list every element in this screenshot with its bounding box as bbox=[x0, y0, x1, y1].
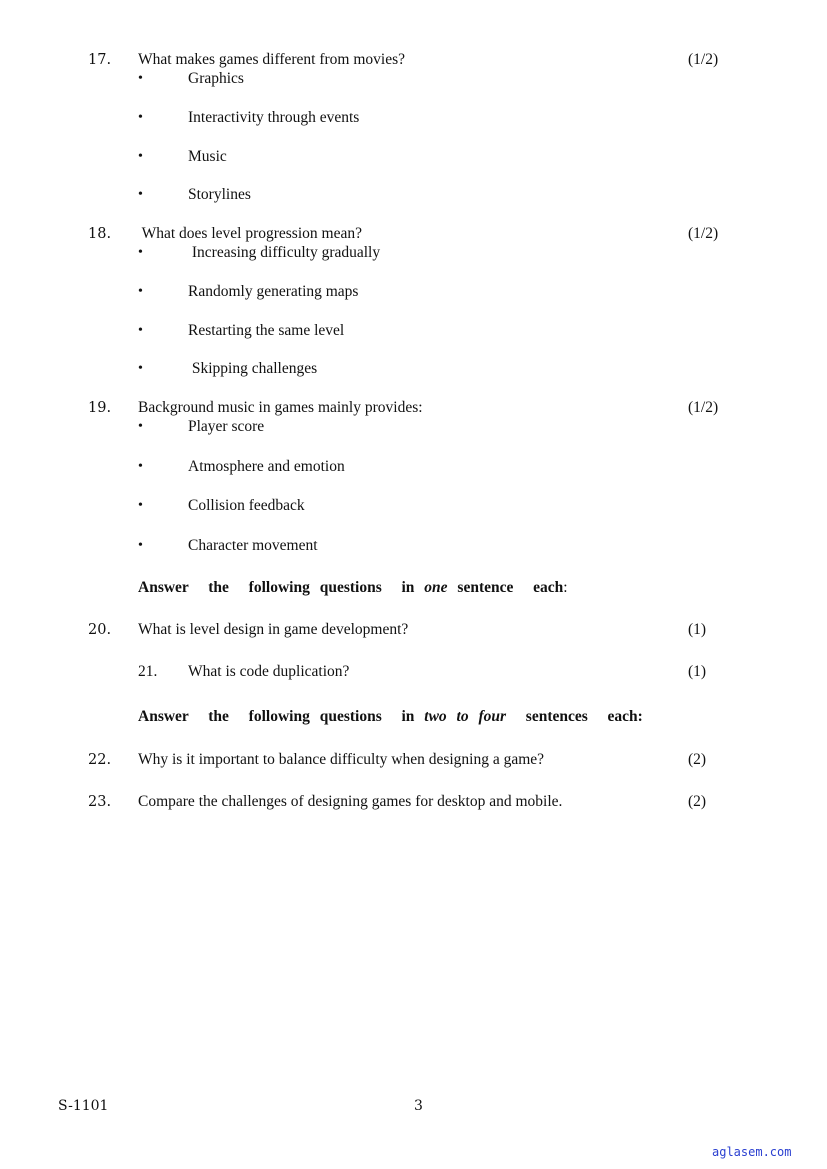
section-heading-prefix: Answer the following questions in bbox=[138, 579, 425, 596]
question-20-text: What is level design in game development? bbox=[138, 621, 409, 638]
question-19-number: 19. bbox=[88, 400, 112, 416]
question-21-number: 21. bbox=[138, 663, 158, 680]
question-23-text: Compare the challenges of designing games for desktop and mobile. bbox=[138, 793, 563, 810]
section-heading-two-to-four bbox=[138, 708, 643, 726]
bullet-icon: • bbox=[138, 110, 143, 125]
bullet-icon: • bbox=[138, 149, 143, 164]
question-20-number: 20. bbox=[88, 622, 112, 638]
section-heading-prefix: Answer the following questions in bbox=[138, 708, 425, 725]
question-19-option-1: Player score bbox=[188, 418, 265, 435]
section-heading-emphasis: one bbox=[424, 579, 448, 596]
question-19-option-2: Atmosphere and emotion bbox=[188, 458, 345, 475]
question-17-option-1: Graphics bbox=[188, 70, 244, 87]
question-23-number: 23. bbox=[88, 794, 112, 810]
question-21-text: What is code duplication? bbox=[188, 663, 350, 680]
page-number: 3 bbox=[414, 1098, 423, 1114]
question-17-option-2: Interactivity through events bbox=[188, 109, 360, 126]
paper-code: S-1101 bbox=[58, 1098, 109, 1114]
question-18-option-3: Restarting the same level bbox=[188, 322, 345, 339]
question-18-text: What does level progression mean? bbox=[138, 225, 362, 242]
question-19-option-4: Character movement bbox=[188, 537, 318, 554]
bullet-icon: • bbox=[138, 459, 143, 474]
question-22-text: Why is it important to balance difficulty when designing a game? bbox=[138, 751, 545, 768]
bullet-icon: • bbox=[138, 71, 143, 86]
question-19-marks: (1/2) bbox=[688, 399, 719, 416]
question-18-option-1: Increasing difficulty gradually bbox=[188, 244, 381, 261]
section-heading-one-sentence bbox=[138, 579, 568, 597]
section-heading-colon: : bbox=[563, 579, 568, 596]
question-22-marks: (2) bbox=[688, 751, 707, 768]
question-23-marks: (2) bbox=[688, 793, 707, 810]
question-22-number: 22. bbox=[88, 752, 112, 768]
bullet-icon: • bbox=[138, 187, 143, 202]
bullet-icon: • bbox=[138, 323, 143, 338]
bullet-icon: • bbox=[138, 284, 143, 299]
section-heading-suffix: sentences each: bbox=[506, 708, 643, 725]
bullet-icon: • bbox=[138, 538, 143, 553]
question-17-text: What makes games different from movies? bbox=[138, 51, 405, 68]
question-18-marks: (1/2) bbox=[688, 225, 719, 242]
watermark-link[interactable]: aglasem.com bbox=[712, 1145, 792, 1159]
question-17-option-4: Storylines bbox=[188, 186, 251, 203]
bullet-icon: • bbox=[138, 245, 143, 260]
question-21-marks: (1) bbox=[688, 663, 707, 680]
question-17-marks: (1/2) bbox=[688, 51, 719, 68]
bullet-icon: • bbox=[138, 419, 143, 434]
question-18-option-4: Skipping challenges bbox=[188, 360, 318, 377]
question-20-marks: (1) bbox=[688, 621, 707, 638]
question-17-number: 17. bbox=[88, 52, 112, 68]
question-19-option-3: Collision feedback bbox=[188, 497, 305, 514]
section-heading-emphasis: two to four bbox=[424, 708, 507, 725]
bullet-icon: • bbox=[138, 361, 143, 376]
question-19-text: Background music in games mainly provides: bbox=[138, 399, 423, 416]
question-18-number: 18. bbox=[88, 226, 112, 242]
question-18-option-2: Randomly generating maps bbox=[188, 283, 359, 300]
section-heading-suffix: sentence each bbox=[447, 579, 564, 596]
question-17-option-3: Music bbox=[188, 148, 227, 165]
bullet-icon: • bbox=[138, 498, 143, 513]
